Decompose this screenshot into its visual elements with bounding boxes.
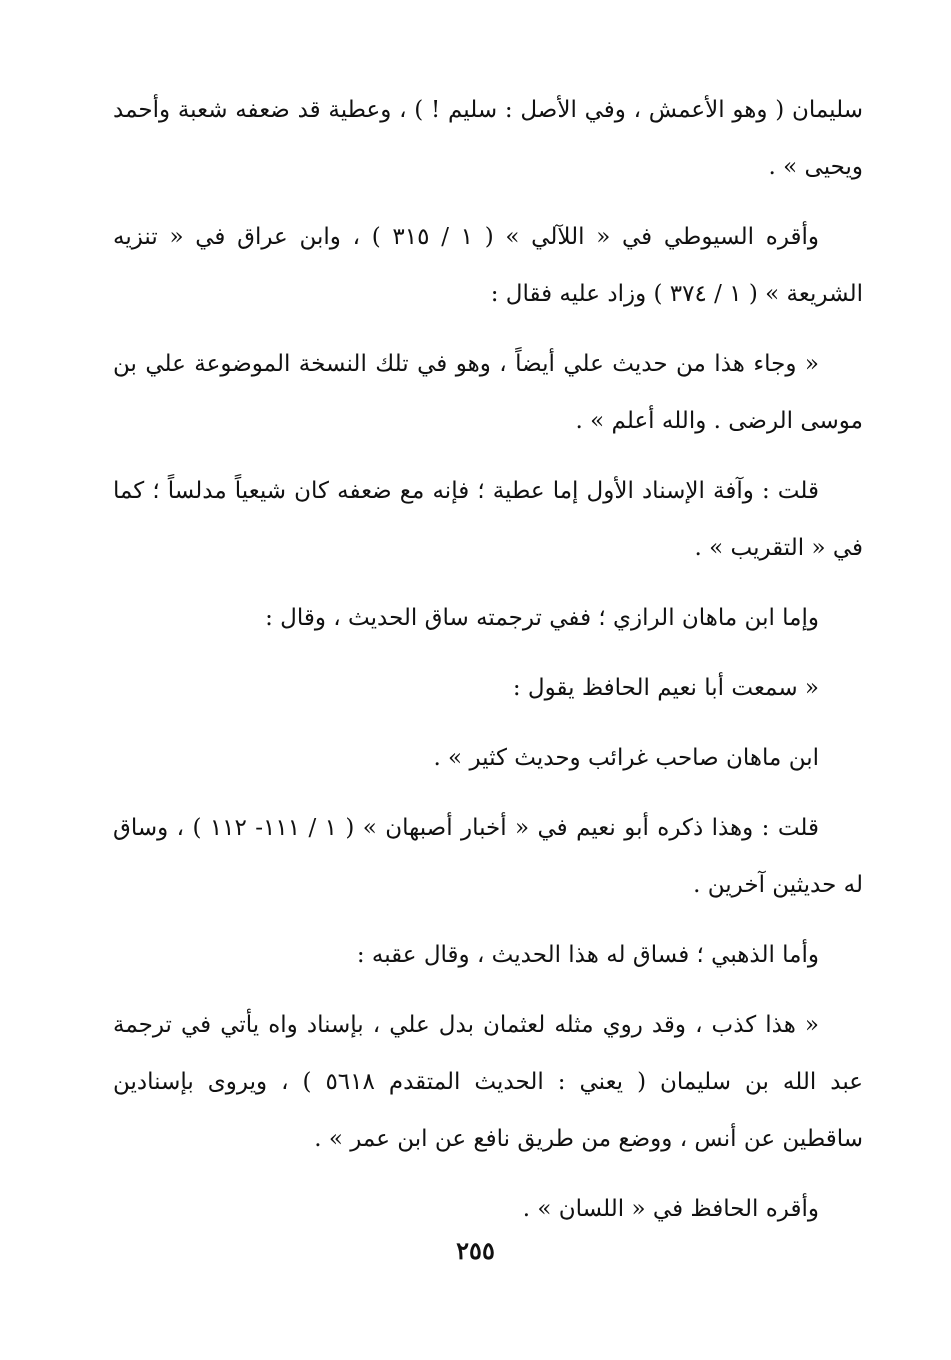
paragraph-9: وأما الذهبي ؛ فساق له هذا الحديث ، وقال عقبه : bbox=[356, 942, 819, 968]
paragraph-4: قلت : وآفة الإسناد الأول إما عطية ؛ فإنه مع ضعفه كان شيعياً مدلساً ؛ كما في « التقريب » . bbox=[113, 478, 863, 561]
paragraph-3: « وجاء هذا من حديث علي أيضاً ، وهو في تلك النسخة الموضوعة علي بن موسى الرضى . والله أعلم » . bbox=[113, 351, 863, 434]
paragraph-5: وإما ابن ماهان الرازي ؛ ففي ترجمته ساق الحديث ، وقال : bbox=[265, 605, 819, 631]
paragraph-2: وأقره السيوطي في « اللآلي » ( ١ / ٣١٥ ) ، وابن عراق في « تنزيه الشريعة » ( ١ / ٣٧٤ ) وزاد عليه فقال : bbox=[113, 224, 863, 307]
paragraph-7: ابن ماهان صاحب غرائب وحديث كثير » . bbox=[433, 745, 819, 771]
paragraph-6: « سمعت أبا نعيم الحافظ يقول : bbox=[512, 675, 819, 701]
paragraph-1: سليمان ( وهو الأعمش ، وفي الأصل : سليم ! ) ، وعطية قد ضعفه شعبة وأحمد ويحيى » . bbox=[113, 97, 863, 180]
page-number: ٢٥٥ bbox=[456, 1236, 495, 1265]
paragraph-11: وأقره الحافظ في « اللسان » . bbox=[522, 1196, 819, 1222]
paragraph-10: « هذا كذب ، وقد روي مثله لعثمان بدل علي ، بإسناد واه يأتي في ترجمة عبد الله بن سليمان ( يعني : الحديث المتقدم ٥٦١٨ ) ، ويروى بإسنادين ساقطين عن أنس ، ووضع من طريق نافع عن ابن عمر » . bbox=[113, 1012, 864, 1152]
page-body bbox=[113, 82, 863, 1251]
paragraph-8: قلت : وهذا ذكره أبو نعيم في « أخبار أصبهان » ( ١ / ١١١- ١١٢ ) ، وساق له حديثين آخرين . bbox=[113, 815, 863, 898]
